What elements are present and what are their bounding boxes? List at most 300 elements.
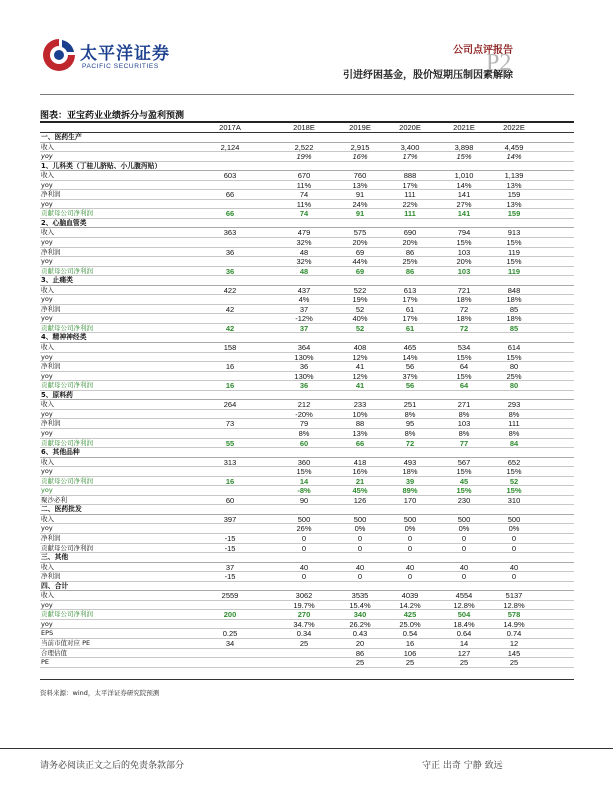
- row-label: 净利润: [41, 572, 61, 581]
- table-cell: 0: [461, 533, 467, 543]
- table-cell: 74: [299, 209, 309, 219]
- row-label: 收入: [41, 343, 54, 352]
- row-label: 二、医药批发: [41, 505, 82, 514]
- table-cell: 16: [225, 476, 235, 486]
- table-cell: [486, 391, 542, 401]
- company-motto: 守正 出奇 宁静 致远: [422, 761, 503, 771]
- table-row: [40, 295, 574, 305]
- table-cell: 313: [223, 457, 237, 467]
- table-cell: [276, 219, 332, 229]
- table-cell: 437: [297, 285, 311, 295]
- footer-divider: [0, 748, 613, 749]
- table-cell: 48: [299, 266, 309, 276]
- table-cell: 0: [407, 543, 413, 553]
- table-cell: [202, 181, 258, 191]
- table-cell: 95: [405, 419, 415, 429]
- table-cell: 20%: [402, 238, 418, 248]
- table-row: [40, 305, 574, 315]
- table-cell: 39: [405, 476, 415, 486]
- table-cell: [332, 276, 388, 286]
- table-cell: 40: [299, 562, 309, 572]
- table-cell: [332, 391, 388, 401]
- table-cell: -12%: [295, 314, 313, 324]
- table-cell: [202, 257, 258, 267]
- table-cell: -15: [224, 543, 236, 553]
- table-cell: 56: [405, 362, 415, 372]
- table-cell: 0: [357, 533, 363, 543]
- table-cell: 15%: [506, 486, 522, 496]
- table-cell: [202, 524, 258, 534]
- row-label: 收入: [41, 562, 54, 571]
- table-cell: [202, 601, 258, 611]
- table-cell: 14: [459, 638, 469, 648]
- table-cell: 8%: [458, 409, 470, 419]
- table-cell: -20%: [295, 409, 313, 419]
- table-row: [40, 458, 574, 468]
- table-cell: -15: [224, 572, 236, 582]
- table-cell: 690: [403, 228, 417, 238]
- table-cell: 4%: [298, 295, 310, 305]
- column-header-2018e: 2018E: [293, 123, 315, 132]
- table-cell: 36: [299, 362, 309, 372]
- table-cell: 34.7%: [293, 619, 315, 629]
- table-cell: [276, 553, 332, 563]
- table-cell: 652: [507, 457, 521, 467]
- table-section-row: [40, 582, 574, 592]
- table-cell: 16%: [352, 467, 368, 477]
- row-label: yoy: [41, 180, 53, 189]
- table-row: [40, 467, 574, 477]
- row-label: yoy: [41, 486, 53, 495]
- table-cell: 69: [355, 247, 365, 257]
- table-cell: 613: [403, 285, 417, 295]
- table-cell: 25: [459, 658, 469, 668]
- table-cell: 25: [299, 638, 309, 648]
- table-cell: 111: [508, 419, 520, 429]
- table-cell: 18.4%: [453, 619, 475, 629]
- table-cell: 25.0%: [399, 619, 421, 629]
- table-cell: 212: [297, 400, 311, 410]
- table-row: [40, 477, 574, 487]
- table-cell: [202, 658, 258, 668]
- row-label: yoy: [41, 467, 53, 476]
- table-cell: [202, 582, 258, 592]
- data-source-note: 资料来源：wind，太平洋证券研究院预测: [40, 689, 160, 697]
- table-cell: 10%: [352, 409, 368, 419]
- table-cell: 408: [353, 343, 367, 353]
- table-cell: 1,010: [454, 171, 474, 181]
- table-cell: 13%: [352, 428, 368, 438]
- table-row: [40, 324, 574, 334]
- row-label: 贡献母公司净利润: [41, 438, 93, 447]
- table-cell: [382, 448, 438, 458]
- table-cell: [276, 162, 332, 172]
- table-cell: 18%: [456, 314, 472, 324]
- table-cell: [202, 219, 258, 229]
- column-header-2017a: 2017A: [219, 123, 241, 132]
- row-label: 3、止痛类: [41, 276, 73, 285]
- table-cell: 913: [507, 228, 521, 238]
- table-cell: 111: [404, 190, 416, 200]
- table-cell: 19%: [296, 152, 312, 162]
- table-cell: [436, 505, 492, 515]
- row-label: yoy: [41, 428, 53, 437]
- table-cell: 20: [355, 638, 365, 648]
- table-cell: 794: [457, 228, 471, 238]
- table-cell: 79: [299, 419, 309, 429]
- table-cell: [382, 133, 438, 143]
- table-cell: 72: [405, 438, 415, 448]
- table-row: [40, 620, 574, 630]
- table-section-row: [40, 391, 574, 401]
- table-cell: 500: [507, 514, 521, 524]
- row-label: 贡献母公司净利润: [41, 209, 93, 218]
- report-type: 公司点评报告: [453, 45, 513, 56]
- table-cell: [486, 133, 542, 143]
- table-cell: 603: [223, 171, 237, 181]
- table-cell: 567: [457, 457, 471, 467]
- table-cell: 14.9%: [503, 619, 525, 629]
- table-row: [40, 372, 574, 382]
- table-cell: 0: [511, 572, 517, 582]
- row-label: 净利润: [41, 247, 61, 256]
- table-row: [40, 496, 574, 506]
- report-title: 引进纾困基金，股价短期压制因素解除: [343, 70, 513, 81]
- table-cell: 11%: [296, 180, 312, 190]
- table-cell: [436, 582, 492, 592]
- row-label: yoy: [41, 371, 53, 380]
- table-cell: [276, 391, 332, 401]
- table-cell: 72: [459, 304, 469, 314]
- table-row: [40, 143, 574, 153]
- table-cell: 15%: [456, 467, 472, 477]
- table-cell: [382, 553, 438, 563]
- table-cell: 1,139: [504, 171, 524, 181]
- table-cell: 119: [508, 247, 520, 257]
- table-cell: 721: [457, 285, 471, 295]
- table-cell: 89%: [402, 486, 418, 496]
- table-cell: 0: [461, 572, 467, 582]
- table-cell: 3535: [351, 591, 369, 601]
- table-cell: 500: [403, 514, 417, 524]
- table-cell: 90: [299, 495, 309, 505]
- row-label: 净利润: [41, 304, 61, 313]
- row-label: 当前市值对应 PE: [41, 638, 91, 647]
- table-cell: 13%: [506, 199, 522, 209]
- table-cell: 52: [509, 476, 519, 486]
- table-cell: [276, 333, 332, 343]
- table-cell: 363: [223, 228, 237, 238]
- table-cell: 85: [509, 304, 519, 314]
- table-cell: [202, 200, 258, 210]
- row-label: 2、心脑血管类: [41, 218, 87, 227]
- table-cell: 575: [353, 228, 367, 238]
- table-row: [40, 200, 574, 210]
- table-cell: [382, 391, 438, 401]
- row-label: yoy: [41, 199, 53, 208]
- table-cell: 119: [507, 266, 521, 276]
- table-cell: 500: [353, 514, 367, 524]
- table-cell: 18%: [402, 467, 418, 477]
- table-cell: [202, 467, 258, 477]
- table-cell: [276, 505, 332, 515]
- table-cell: [332, 505, 388, 515]
- table-row: [40, 429, 574, 439]
- table-cell: [436, 333, 492, 343]
- row-label: yoy: [41, 238, 53, 247]
- table-row: [40, 572, 574, 582]
- table-cell: 18%: [456, 295, 472, 305]
- table-row: [40, 610, 574, 620]
- table-cell: [202, 353, 258, 363]
- table-cell: 8%: [404, 428, 416, 438]
- table-section-row: [40, 219, 574, 229]
- table-title: 图表：亚宝药业业绩拆分与盈利预测: [40, 111, 185, 121]
- table-cell: 80: [509, 381, 519, 391]
- table-bottom-divider: [40, 679, 574, 680]
- table-cell: 11%: [296, 199, 312, 209]
- table-cell: [276, 582, 332, 592]
- table-row: [40, 353, 574, 363]
- table-cell: 127: [457, 648, 471, 658]
- table-cell: 13%: [506, 180, 522, 190]
- row-label: 1、儿科类（丁桂儿脐贴、小儿腹泻贴）: [41, 161, 162, 170]
- table-cell: 4,459: [504, 142, 524, 152]
- table-cell: 0: [407, 572, 413, 582]
- table-cell: [202, 333, 258, 343]
- table-cell: 14.2%: [399, 600, 421, 610]
- table-cell: 36: [225, 266, 235, 276]
- table-cell: [202, 486, 258, 496]
- table-cell: 15%: [506, 352, 522, 362]
- row-label: 聚沙必利: [41, 495, 67, 504]
- table-cell: -15: [224, 533, 236, 543]
- table-cell: [202, 152, 258, 162]
- row-label: 6、其他品种: [41, 448, 80, 457]
- table-cell: [202, 372, 258, 382]
- table-cell: 55: [225, 438, 235, 448]
- table-cell: [436, 133, 492, 143]
- table-cell: 0.54: [402, 629, 418, 639]
- table-row: [40, 410, 574, 420]
- table-cell: 45%: [352, 486, 368, 496]
- table-cell: 80: [509, 362, 519, 372]
- table-row: [40, 362, 574, 372]
- table-cell: 522: [353, 285, 367, 295]
- table-row: [40, 248, 574, 258]
- table-row: [40, 190, 574, 200]
- table-row: [40, 649, 574, 659]
- table-cell: 16%: [352, 152, 368, 162]
- table-cell: 15%: [506, 238, 522, 248]
- table-cell: 84: [509, 438, 519, 448]
- table-cell: [202, 429, 258, 439]
- table-cell: 2,124: [220, 142, 240, 152]
- table-cell: 42: [225, 323, 235, 333]
- table-cell: 25: [509, 658, 519, 668]
- table-cell: [202, 295, 258, 305]
- pacific-securities-logo-icon: [40, 36, 78, 74]
- table-cell: 5137: [505, 591, 523, 601]
- row-label: 贡献母公司净利润: [41, 323, 93, 332]
- table-cell: 106: [403, 648, 417, 658]
- table-section-row: [40, 553, 574, 563]
- table-row: [40, 314, 574, 324]
- table-row: [40, 629, 574, 639]
- row-label: PE: [41, 658, 50, 667]
- table-cell: 52: [355, 323, 365, 333]
- row-label: yoy: [41, 409, 53, 418]
- table-cell: 21: [355, 476, 365, 486]
- table-header-row: [40, 123, 574, 133]
- table-cell: 130%: [294, 371, 314, 381]
- table-cell: 0%: [354, 524, 366, 534]
- row-label: 收入: [41, 171, 54, 180]
- table-cell: 16: [405, 638, 415, 648]
- table-cell: 500: [297, 514, 311, 524]
- table-cell: 8%: [298, 428, 310, 438]
- table-cell: 170: [403, 495, 417, 505]
- row-label: 贡献母公司净利润: [41, 266, 93, 275]
- table-cell: 8%: [508, 409, 520, 419]
- table-cell: 614: [507, 343, 521, 353]
- row-label: yoy: [41, 314, 53, 323]
- table-cell: 14: [299, 476, 309, 486]
- table-cell: 364: [297, 343, 311, 353]
- company-name-en: PACIFIC SECURITIES: [82, 63, 159, 70]
- table-cell: 141: [457, 190, 471, 200]
- table-cell: [436, 162, 492, 172]
- table-row: [40, 524, 574, 534]
- table-cell: 40: [509, 562, 519, 572]
- table-cell: 40: [405, 562, 415, 572]
- table-cell: [486, 448, 542, 458]
- table-cell: 8%: [458, 428, 470, 438]
- row-label: yoy: [41, 352, 53, 361]
- table-row: [40, 439, 574, 449]
- table-row: [40, 639, 574, 649]
- table-cell: 64: [459, 381, 469, 391]
- table-cell: 40: [355, 562, 365, 572]
- table-cell: 60: [225, 495, 235, 505]
- page-number: P2: [486, 50, 512, 76]
- table-cell: 479: [297, 228, 311, 238]
- table-cell: 103: [457, 266, 471, 276]
- table-cell: [202, 620, 258, 630]
- table-cell: 103: [457, 419, 471, 429]
- table-cell: 270: [297, 610, 311, 620]
- table-cell: 41: [355, 381, 365, 391]
- table-cell: 88: [355, 419, 365, 429]
- table-cell: 251: [403, 400, 417, 410]
- table-cell: [436, 448, 492, 458]
- table-cell: [332, 162, 388, 172]
- table-section-row: [40, 333, 574, 343]
- table-cell: 397: [223, 514, 237, 524]
- table-cell: 3062: [295, 591, 313, 601]
- table-cell: 40%: [352, 314, 368, 324]
- row-label: 贡献母公司净利润: [41, 476, 93, 485]
- table-cell: 34: [225, 638, 235, 648]
- row-label: 5、原料药: [41, 390, 73, 399]
- row-label: yoy: [41, 619, 53, 628]
- table-row: [40, 419, 574, 429]
- table-cell: 52: [355, 304, 365, 314]
- table-cell: 0.25: [222, 629, 238, 639]
- table-section-row: [40, 276, 574, 286]
- table-cell: 44%: [352, 257, 368, 267]
- table-cell: [486, 505, 542, 515]
- row-label: yoy: [41, 524, 53, 533]
- table-cell: 61: [405, 304, 415, 314]
- row-label: EPS: [41, 629, 54, 638]
- table-row: [40, 181, 574, 191]
- table-cell: 8%: [404, 409, 416, 419]
- table-cell: 77: [459, 438, 469, 448]
- table-cell: [382, 219, 438, 229]
- table-cell: [276, 658, 332, 668]
- table-cell: 422: [223, 285, 237, 295]
- table-cell: [486, 162, 542, 172]
- table-cell: 41: [355, 362, 365, 372]
- table-cell: 37: [225, 562, 235, 572]
- table-cell: 66: [355, 438, 365, 448]
- table-cell: [436, 276, 492, 286]
- table-cell: 86: [405, 247, 415, 257]
- table-cell: 22%: [402, 199, 418, 209]
- table-cell: 73: [225, 419, 235, 429]
- row-label: 收入: [41, 514, 54, 523]
- table-cell: [202, 276, 258, 286]
- row-label: 一、医药生产: [41, 133, 82, 141]
- table-section-row: [40, 505, 574, 515]
- table-cell: [486, 276, 542, 286]
- table-cell: 37%: [402, 371, 418, 381]
- table-cell: 12%: [352, 352, 368, 362]
- table-cell: 66: [225, 209, 235, 219]
- table-section-row: [40, 448, 574, 458]
- table-cell: [436, 391, 492, 401]
- table-cell: 25: [405, 658, 415, 668]
- table-cell: [382, 333, 438, 343]
- table-cell: 0.64: [456, 629, 472, 639]
- table-cell: 534: [457, 343, 471, 353]
- table-cell: 48: [299, 247, 309, 257]
- table-cell: 145: [507, 648, 521, 658]
- table-cell: 3,400: [400, 142, 420, 152]
- table-cell: [202, 505, 258, 515]
- table-cell: 15%: [456, 152, 472, 162]
- table-cell: 14%: [456, 180, 472, 190]
- table-cell: 12%: [352, 371, 368, 381]
- table-cell: 578: [507, 610, 521, 620]
- table-row: [40, 152, 574, 162]
- table-cell: 19%: [352, 295, 368, 305]
- table-cell: 15%: [456, 371, 472, 381]
- table-cell: 37: [299, 304, 309, 314]
- table-cell: [332, 219, 388, 229]
- table-cell: 25%: [506, 371, 522, 381]
- table-cell: 15%: [456, 238, 472, 248]
- table-cell: 91: [355, 209, 365, 219]
- table-cell: 15%: [506, 467, 522, 477]
- table-cell: 12.8%: [503, 600, 525, 610]
- table-cell: -8%: [297, 486, 311, 496]
- table-cell: [332, 133, 388, 143]
- table-cell: 0: [357, 572, 363, 582]
- row-label: yoy: [41, 152, 53, 161]
- table-cell: [382, 582, 438, 592]
